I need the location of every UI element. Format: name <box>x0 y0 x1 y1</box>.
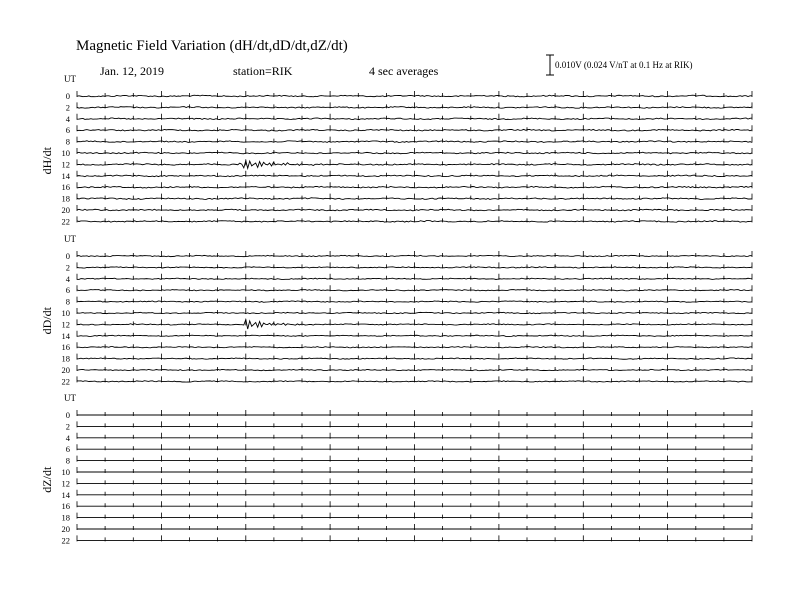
trace-row <box>66 456 752 466</box>
trace-row <box>62 365 753 375</box>
scale-note: 0.010V (0.024 V/nT at 0.1 Hz at RIK) <box>555 60 693 70</box>
row-label: 0 <box>65 410 70 420</box>
trace-row <box>62 308 753 318</box>
row-label: 18 <box>61 193 70 204</box>
row-label: 20 <box>61 524 70 534</box>
averaging-label: 4 sec averages <box>369 64 439 78</box>
trace-row <box>66 91 752 101</box>
ut-label: UT <box>64 393 76 403</box>
date-label: Jan. 12, 2019 <box>100 64 164 78</box>
row-label: 16 <box>61 342 70 353</box>
trace-row <box>66 114 752 124</box>
row-label: 10 <box>61 308 70 318</box>
panel-0 <box>40 74 752 226</box>
trace-row <box>66 410 752 420</box>
trace-row <box>66 421 752 431</box>
row-label: 12 <box>61 159 70 170</box>
trace-row <box>62 501 753 511</box>
row-label: 22 <box>61 535 70 546</box>
row-label: 12 <box>61 319 70 330</box>
trace-row <box>62 182 753 192</box>
trace-row <box>62 354 753 364</box>
panel-ylabel: dH/dt <box>40 147 54 175</box>
row-label: 22 <box>61 216 70 227</box>
trace-row <box>62 171 753 181</box>
trace-row <box>66 297 752 307</box>
scale-bar <box>546 55 554 75</box>
row-label: 20 <box>61 365 70 375</box>
row-label: 2 <box>65 262 70 273</box>
row-label: 8 <box>65 296 70 307</box>
row-label: 6 <box>65 285 70 296</box>
trace-row <box>62 535 753 545</box>
trace-row <box>66 125 752 135</box>
panel-2 <box>40 393 752 545</box>
panel-ylabel: dD/dt <box>40 307 54 335</box>
row-label: 8 <box>65 136 70 147</box>
row-label: 14 <box>61 489 70 500</box>
trace-row <box>62 216 753 226</box>
ut-label: UT <box>64 74 76 84</box>
row-label: 2 <box>65 102 70 113</box>
row-label: 14 <box>61 170 70 181</box>
row-label: 6 <box>65 125 70 136</box>
row-label: 2 <box>65 421 70 432</box>
row-label: 22 <box>61 376 70 387</box>
row-label: 8 <box>65 455 70 466</box>
trace-row <box>66 137 752 147</box>
trace-row <box>62 159 753 169</box>
trace-row <box>66 262 752 272</box>
trace-row <box>62 194 753 204</box>
trace-row <box>66 444 752 454</box>
trace-row <box>62 319 753 329</box>
chart-title: Magnetic Field Variation (dH/dt,dD/dt,dZ/dt) <box>76 38 348 54</box>
trace-row <box>66 102 752 112</box>
trace-row <box>62 524 753 534</box>
row-label: 0 <box>65 251 70 261</box>
panel-1 <box>40 234 752 386</box>
trace-row <box>66 251 752 261</box>
row-label: 14 <box>61 330 70 341</box>
row-label: 4 <box>65 113 70 124</box>
row-label: 4 <box>65 432 70 443</box>
ut-label: UT <box>64 234 76 244</box>
trace-row <box>62 490 753 500</box>
trace-row <box>62 331 753 341</box>
trace-row <box>62 513 753 523</box>
row-label: 18 <box>61 353 70 364</box>
row-label: 18 <box>61 512 70 523</box>
trace-row <box>62 376 753 386</box>
panels-group <box>40 74 752 545</box>
row-label: 12 <box>61 478 70 489</box>
trace-row <box>66 274 752 284</box>
trace-row <box>62 342 753 352</box>
panel-ylabel: dZ/dt <box>40 466 54 493</box>
row-label: 16 <box>61 501 70 512</box>
trace-row <box>66 433 752 443</box>
trace-row <box>62 467 753 477</box>
row-label: 0 <box>65 91 70 101</box>
row-label: 10 <box>61 467 70 477</box>
trace-row <box>62 478 753 488</box>
row-label: 16 <box>61 182 70 193</box>
station-label: station=RIK <box>233 64 293 78</box>
trace-row <box>62 205 753 215</box>
trace-row <box>62 148 753 158</box>
trace-row <box>66 285 752 295</box>
row-label: 20 <box>61 205 70 215</box>
row-label: 4 <box>65 273 70 284</box>
row-label: 10 <box>61 148 70 158</box>
row-label: 6 <box>65 444 70 455</box>
